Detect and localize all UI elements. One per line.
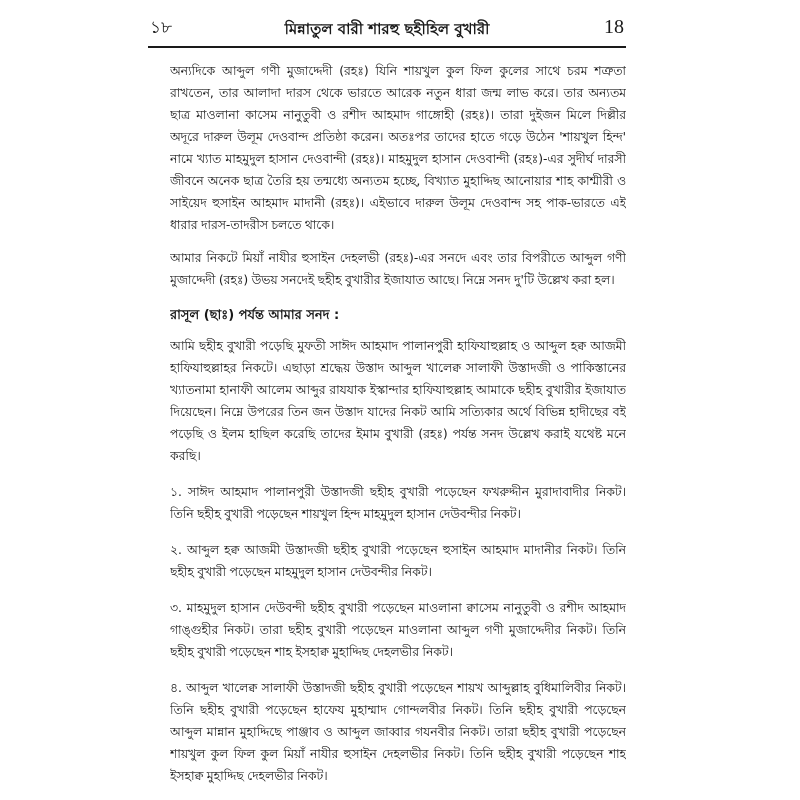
chain-item-1: ১. সাঈদ আহমাদ পালানপুরী উস্তাদজী ছহীহ বুখারী পড়েছেন ফখরুদ্দীন মুরাদাবাদীর নিকট। তিনি ছহীহ বুখারী পড়েছেন শায়খুল হিন্দ মাহমুদুল হাসান দেউবন্দীর নিকট। [170, 485, 626, 521]
page-number-bengali: ১৮ [150, 18, 173, 38]
page-body [170, 60, 626, 800]
section-heading: রাসূল (ছাঃ) পর্যন্ত আমার সনদ : [170, 308, 340, 323]
page-header [148, 12, 626, 48]
paragraph-two-chains: আমার নিকটে মিয়াঁ নাযীর হুসাইন দেহলভী (রহঃ)-এর সনদে এবং তার বিপরীতে আব্দুল গণী মুজাদ্দেদী (রহঃ) উভয় সনদেই ছহীহ বুখারীর ইজাযাত আছে। নিম্নে সনদ দু'টি উল্লেখ করা হল। [170, 251, 626, 287]
chain-item-4: ৪. আব্দুল খালেক্ব সালাফী উস্তাদজী ছহীহ বুখারী পড়েছেন শায়খ আব্দুল্লাহ বুধিমালিবীর নিকট। তিনি ছহীহ বুখারী পড়েছেন হাফেয মুহাম্মাদ গোন্দলবীর নিকট। তিনি ছহীহ বুখারী পড়েছেন আব্দুল মান্নান মুহাদ্দিছে পাঞ্জাব ও আব্দুল জাব্বার গযনবীর নিকট। তারা ছহীহ বুখারী পড়েছেন শায়খুল কুল ফিল কুল মিয়াঁ নাযীর হুসাইন দেহলভীর নিকট। তিনি ছহীহ বুখারী পড়েছেন শাহ ইসহাক্ব মুহাদ্দিছ দেহলভীর নিকট। [170, 681, 626, 783]
chain-item-2: ২. আব্দুল হক্ব আজমী উস্তাদজী ছহীহ বুখারী পড়েছেন হুসাইন আহমাদ মাদানীর নিকট। তিনি ছহীহ বুখারী পড়েছেন মাহমুদুল হাসান দেউবন্দীর নিকট। [170, 543, 626, 579]
paragraph-my-teachers: আমি ছহীহ বুখারী পড়েছি মুফতী সাঈদ আহমাদ পালানপুরী হাফিযাহুল্লাহ ও আব্দুল হক্ব আজমী হাফিযাহুল্লাহর নিকটে। এছাড়া শ্রদ্ধেয় উস্তাদ আব্দুল খালেক্ব সালাফী উস্তাদজী ও পাকিস্তানের খ্যাতনামা হানাফী আলেম আব্দুর রাযযাক ইস্কান্দার হাফিযাহুল্লাহ আমাকে ছহীহ বুখারীর ইজাযাত দিয়েছেন। নিম্নে উপরের তিন জন উস্তাদ যাদের নিকট আমি সত্যিকার অর্থে বিভিন্ন হাদীছের বই পড়েছি ও ইলম হাছিল করেছি তাদের ইমাম বুখারী (রহঃ) পর্যন্ত সনদ উল্লেখ করাই যথেষ্ট মনে করছি। [170, 339, 626, 463]
chain-item-3: ৩. মাহমুদুল হাসান দেউবন্দী ছহীহ বুখারী পড়েছেন মাওলানা ক্বাসেম নানুতুবী ও রশীদ আহমাদ গাঙ্গুহীর নিকট। তারা ছহীহ বুখারী পড়েছেন মাওলানা আব্দুল গণী মুজাদ্দেদীর নিকট। তিনি ছহীহ বুখারী পড়েছেন শাহ ইসহাক্ব মুহাদ্দিছ দেহলভীর নিকট। [170, 601, 626, 659]
page-number-latin: 18 [604, 16, 624, 38]
running-title: মিন্নাতুল বারী শারহু ছহীহিল বুখারী [284, 20, 490, 38]
paragraph-deoband-lineage: অন্যদিকে আব্দুল গণী মুজাদ্দেদী (রহঃ) যিনি শায়খুল কুল ফিল কুলের সাথে চরম শত্রুতা রাখতেন, তার আলাদা দারস থেকে ভারতে আরেক নতুন ধারা জন্ম লাভ করে। তার অন্যতম ছাত্র মাওলানা কাসেম নানুতুবী ও রশীদ আহমাদ গাঙ্গোহী (রহঃ)। তারা দুইজন মিলে দিল্লীর অদূরে দারুল উলূম দেওবান্দ প্রতিষ্ঠা করেন। অতঃপর তাদের হাতে গড়ে উঠেন 'শায়খুল হিন্দ' নামে খ্যাত মাহমুদুল হাসান দেওবান্দী (রহঃ)। মাহমুদুল হাসান দেওবান্দী (রহঃ)-এর সুদীর্ঘ দারসী জীবনে অনেক ছাত্র তৈরি হয় তন্মধ্যে অন্যতম হচ্ছে, বিখ্যাত মুহাদ্দিছ আনোয়ার শাহ কাশ্মীরী ও সাইয়েদ হুসাইন আহমাদ মাদানী (রহঃ)। এইভাবে দারুল উলূম দেওবান্দ সহ পাক-ভারতে এই ধারার দারস-তাদরীস চলতে থাকে। [170, 64, 626, 232]
